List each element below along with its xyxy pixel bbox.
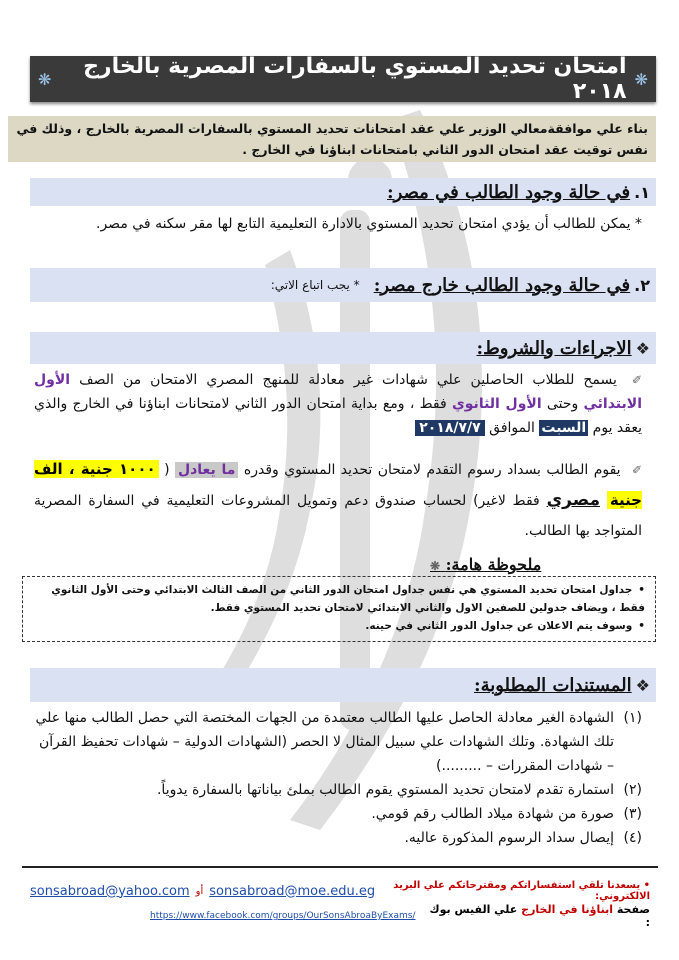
important-note-title: ملحوظة هامة: [445, 555, 542, 574]
facebook-label-page-name: ابناؤنا في الخارج [521, 903, 613, 916]
section-2-note: * يجب اتباع الاتي: [270, 278, 360, 292]
procedures-paragraph-1 [34, 368, 642, 440]
email-link-moe[interactable]: sonsabroad@moe.edu.eg [209, 883, 376, 899]
list-item-marker: (١) [623, 710, 642, 726]
documents-list [34, 706, 642, 850]
procedures-p2-text-b: فقط لاغير) لحساب صندوق دعم وتمويل المشروعات التعليمية في السفارة المصرية المتواجد بها الطالب. [34, 493, 642, 539]
procedures-heading: الاجراءات والشروط: [476, 337, 632, 359]
egyptian-currency-word: مصري [546, 490, 600, 510]
list-item-text: إيصال سداد الرسوم المذكورة عاليه. [404, 830, 614, 846]
important-notes-box [22, 576, 656, 642]
documents-heading: المستندات المطلوبة: [473, 674, 632, 696]
procedures-p1-text-a: يسمح للطلاب الحاصلين علي شهادات غير معادلة للمنهج المصري الامتحان من الصف [79, 372, 617, 388]
facebook-page-label [421, 903, 650, 929]
pencil-bullet-icon: ✐ [632, 463, 643, 477]
star-icon: ❋ [430, 559, 441, 573]
footer-contact [30, 880, 650, 902]
documents-header [30, 668, 656, 702]
section-2-number: ٢. [634, 275, 650, 295]
facebook-group-link[interactable]: https://www.facebook.com/groups/OurSonsAbroaByExams/ [150, 911, 416, 921]
star-icon: ❋ [38, 69, 52, 89]
list-item-text: الشهادة الغير معادلة الحاصل عليها الطالب معتمدة من الجهات المختصة التي حصل الطالب منها علي تلك الشهادة. وتلك الشهادات علي سبيل المثال لا الحصر (الشهادات الدولية – شهادات تحفيظ القرآن – شهادات المقررات – .........) [35, 710, 614, 774]
procedures-paragraph-2 [34, 454, 642, 546]
intro-paragraph: بناء علي موافقةمعالي الوزير علي عقد امتحانات تحديد المستوي بالسفارات المصرية بالخارج ، وذلك في نفس توقيت عقد امتحان الدور الثاني بامتحانات ابناؤنا في الخارج . [8, 116, 656, 162]
procedures-p1-text-c: فقط ، ومع بداية امتحان الدور الثاني لامتحانات ابناؤنا في الخارج والذي يعقد يوم [34, 396, 642, 436]
diamond-icon: ❖ [635, 338, 650, 358]
facebook-label-a: صفحة [616, 903, 650, 916]
first-primary-highlight: الأول الابتدائي [34, 372, 643, 412]
or-separator: أو [195, 885, 204, 897]
section-1-number: ١. [634, 182, 650, 202]
page-title: امتحان تحديد المستوي بالسفارات المصرية بالخارج ٢٠١٨ [83, 54, 627, 104]
list-item-text: استمارة تقدم لامتحان تحديد المستوي يقوم الطالب بملئ بياناتها بالسفارة يدوياً. [156, 782, 614, 798]
section-2-heading: في حالة وجود الطالب خارج مصر: [373, 274, 631, 296]
list-item [34, 778, 642, 802]
section-1-heading: في حالة وجود الطالب في مصر: [387, 181, 631, 203]
list-item-marker: (٢) [623, 782, 642, 798]
section-1-body: * يمكن للطالب أن يؤدي امتحان تحديد المستوي بالادارة التعليمية التابع لها مقر سكنه في مصر. [96, 216, 642, 232]
procedures-p2-text-a: يقوم الطالب بسداد رسوم التقدم لامتحان تحديد المستوي وقدره [243, 462, 621, 478]
exam-date-highlight: ٢٠١٨/٧/٧ [415, 420, 485, 436]
procedures-p1-text-b: وحتى [546, 396, 579, 412]
pencil-bullet-icon: ✐ [631, 373, 643, 387]
list-item-text: صورة من شهادة ميلاد الطالب رقم قومي. [371, 806, 614, 822]
important-note-item: • وسوف يتم الاعلان عن جداول الدور الثاني في حينه. [29, 617, 645, 635]
saturday-highlight: السبت [541, 420, 587, 436]
important-note-heading [430, 555, 541, 574]
list-item-marker: (٣) [623, 806, 642, 822]
important-note-item: • جداول امتحان تحديد المستوي هي نفس جداول امتحان الدور الثاني من الصف الثالث الابتدائي وحتى الأول الثانوي فقط ، ويضاف جدولين للصفين الاول والثاني الابتدائي لامتحان تحديد المستوي فقط. [29, 581, 645, 617]
first-secondary-highlight: الأول الثانوي [451, 396, 542, 412]
facebook-label-b: علي الفيس بوك : [429, 903, 650, 929]
diamond-icon: ❖ [635, 675, 650, 695]
procedures-header [30, 332, 656, 364]
list-item [34, 826, 642, 850]
footer-divider [22, 866, 658, 868]
star-icon: ❋ [634, 69, 648, 89]
list-item [34, 706, 642, 778]
email-link-yahoo[interactable]: sonsabroad@yahoo.com [30, 883, 190, 899]
list-item-marker: (٤) [623, 830, 642, 846]
fee-amount-highlight: ١٠٠٠ جنية ، الف جنية [34, 460, 642, 509]
contact-label: • يسعدنا تلقي استفساراتكم ومقترحاتكم علي البريد الالكتروني: [393, 880, 650, 902]
section-1-header [30, 178, 656, 206]
equivalent-highlight: ما يعادل [175, 462, 239, 478]
footer-facebook [150, 903, 650, 929]
fee-paren-open: ( [164, 462, 170, 478]
section-2-header [30, 268, 656, 302]
list-item [34, 802, 642, 826]
procedures-p1-text-d: الموافق [489, 420, 535, 436]
page-title-bar [30, 56, 656, 102]
